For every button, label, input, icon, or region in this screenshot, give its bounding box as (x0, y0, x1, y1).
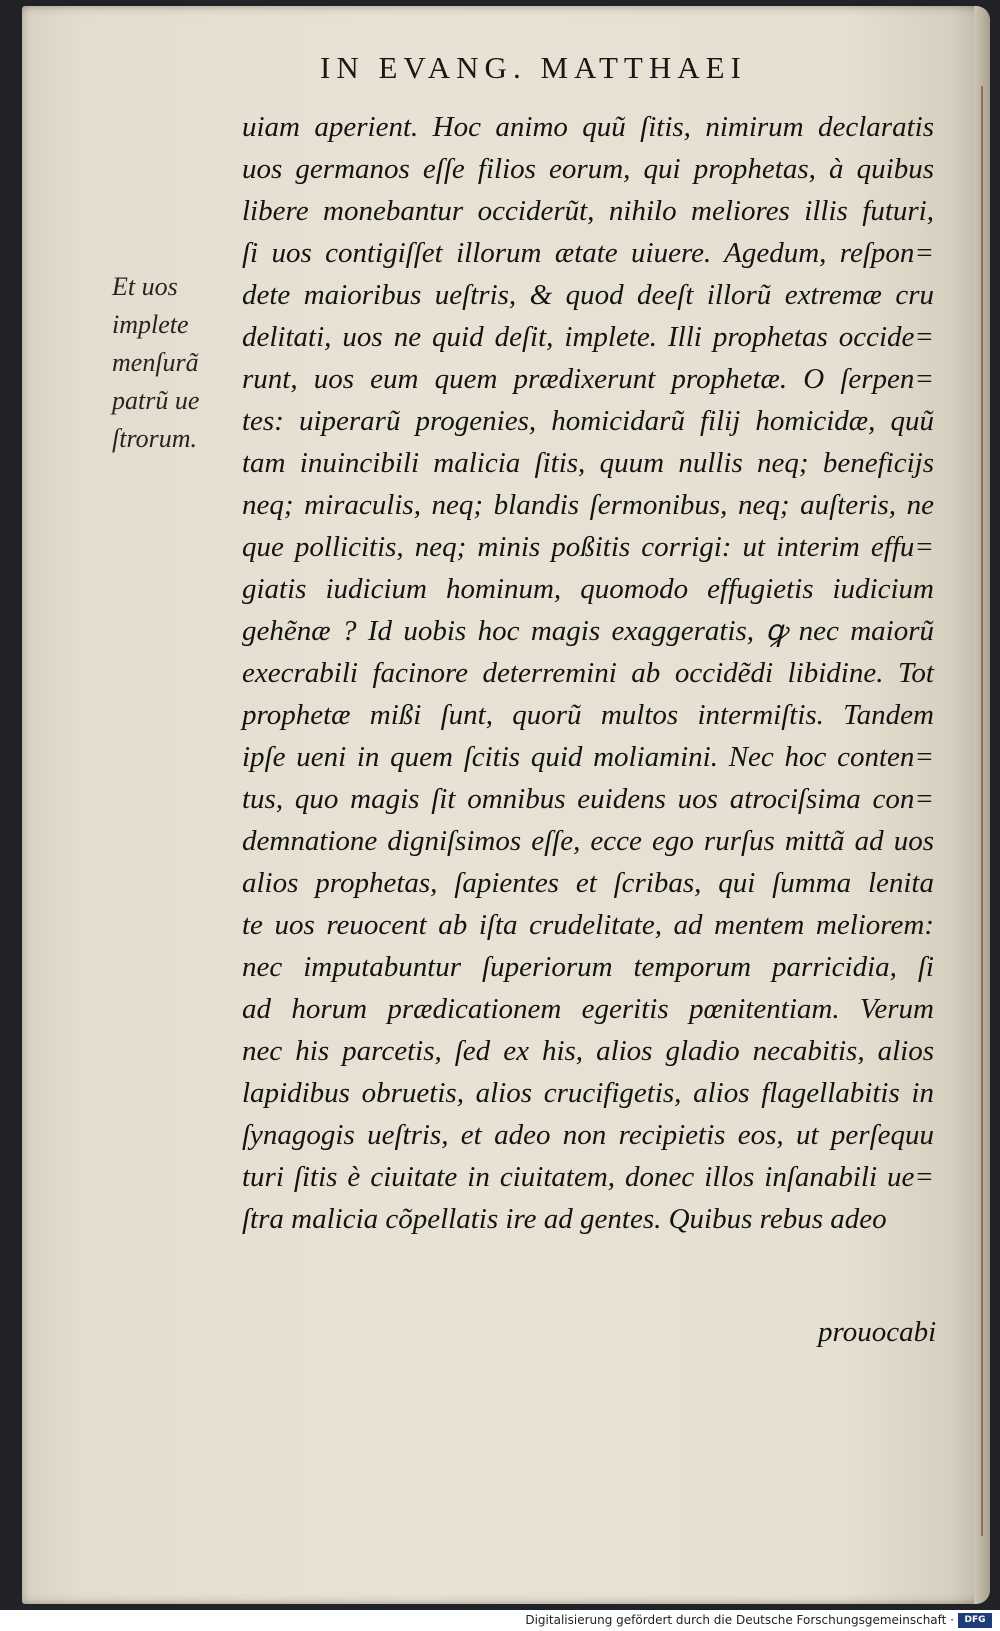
text-line: libere monebantur occiderũt, nihilo meliores illis futuri, (242, 195, 934, 227)
funding-credit: Digitalisierung gefördert durch die Deutsche Forschungsgemeinschaft · (525, 1613, 954, 1627)
footer-bar (0, 1610, 1000, 1631)
book-page (22, 6, 990, 1604)
text-line: tam inuincibili malicia ſitis, quum nullis neq; beneficijs (242, 447, 934, 479)
text-line: alios prophetas, ſapientes et ſcribas, qui ſumma lenita (242, 867, 934, 899)
text-line: gehẽnæ ? Id uobis hoc magis exaggeratis, ꝙ nec maiorũ (242, 615, 934, 647)
text-line: nec his parcetis, ſed ex his, alios gladio necabitis, alios (242, 1035, 934, 1067)
dfg-logo: DFG (958, 1613, 992, 1628)
text-line: que pollicitis, neq; minis poßitis corrigi: ut interim effu= (242, 531, 934, 563)
page-edge (974, 6, 990, 1604)
running-head: IN EVANG. MATTHAEI (320, 50, 747, 85)
text-line: prophetæ mißi ſunt, quorũ multos intermiſtis. Tandem (242, 699, 934, 731)
text-line: ipſe ueni in quem ſcitis quid moliamini. Nec hoc conten= (242, 741, 934, 773)
marginal-note-line: implete (112, 310, 189, 339)
marginal-note (112, 268, 242, 458)
text-line: ſynagogis ueſtris, et adeo non recipietis eos, ut perſequu (242, 1119, 934, 1151)
catchword: prouocabi (818, 1316, 937, 1348)
marginal-note-line: menſurã (112, 348, 199, 377)
text-line: te uos reuocent ab iſta crudelitate, ad mentem meliorem: (242, 909, 934, 941)
text-line: turi ſitis è ciuitate in ciuitatem, donec illos inſanabili ue= (242, 1161, 934, 1193)
text-line: ſtra malicia cõpellatis ire ad gentes. Quibus rebus adeo (242, 1203, 887, 1235)
text-line: demnatione digniſsimos eſſe, ecce ego rurſus mittã ad uos (242, 825, 934, 857)
page-edge-rule (981, 86, 983, 1536)
text-line: ſi uos contigiſſet illorum ætate uiuere. Agedum, reſpon= (242, 237, 934, 269)
text-line: uos germanos eſſe filios eorum, qui prophetas, à quibus (242, 153, 934, 185)
text-line: uiam aperient. Hoc animo quũ ſitis, nimirum declaratis (242, 111, 934, 143)
text-line: runt, uos eum quem prædixerunt prophetæ. O ſerpen= (242, 363, 934, 395)
text-line: giatis iudicium hominum, quomodo effugietis iudicium (242, 573, 934, 605)
text-line: tus, quo magis ſit omnibus euidens uos atrociſsima con= (242, 783, 934, 815)
text-line: ad horum prædicationem egeritis pœnitentiam. Verum (242, 993, 934, 1025)
text-line: lapidibus obruetis, alios crucifigetis, alios flagellabitis in (242, 1077, 934, 1109)
marginal-note-line: ſtrorum. (112, 424, 197, 453)
text-line: delitati, uos ne quid deſit, implete. Illi prophetas occide= (242, 321, 934, 353)
text-line: neq; miraculis, neq; blandis ſermonibus, neq; auſteris, ne (242, 489, 934, 521)
marginal-note-line: patrũ ue (112, 386, 200, 415)
text-line: tes: uiperarũ progenies, homicidarũ filij homicidæ, quũ (242, 405, 934, 437)
text-line: nec imputabuntur ſuperiorum temporum parricidia, ſi (242, 951, 934, 983)
body-text (242, 106, 934, 1240)
text-line: execrabili facinore deterremini ab occidẽdi libidine. Tot (242, 657, 934, 689)
marginal-note-line: Et uos (112, 272, 178, 301)
text-line: dete maioribus ueſtris, & quod deeſt illorũ extremæ cru (242, 279, 934, 311)
